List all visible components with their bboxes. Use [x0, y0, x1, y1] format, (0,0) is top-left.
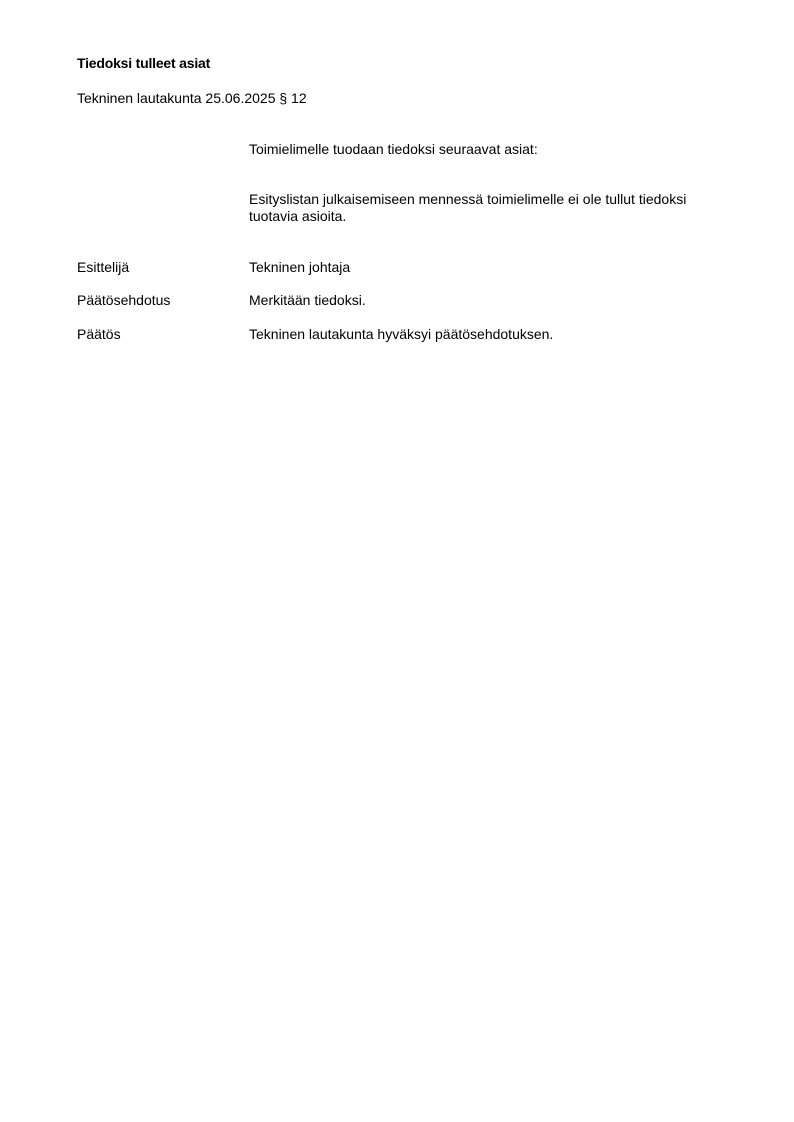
decision-label: Päätös — [77, 326, 121, 342]
document-heading: Tiedoksi tulleet asiat — [77, 55, 211, 71]
presenter-value: Tekninen johtaja — [249, 259, 351, 275]
meeting-reference: Tekninen lautakunta 25.06.2025 § 12 — [77, 90, 307, 106]
proposal-value: Merkitään tiedoksi. — [249, 292, 366, 308]
intro-paragraph: Toimielimelle tuodaan tiedoksi seuraavat asiat: — [249, 141, 538, 157]
decision-value: Tekninen lautakunta hyväksyi päätösehdotuksen. — [249, 326, 554, 342]
proposal-label: Päätösehdotus — [77, 292, 171, 308]
presenter-label: Esittelijä — [77, 259, 130, 275]
body-paragraph: Esityslistan julkaisemiseen mennessä toimielimelle ei ole tullut tiedoksi tuotavia asioita. — [249, 191, 687, 224]
